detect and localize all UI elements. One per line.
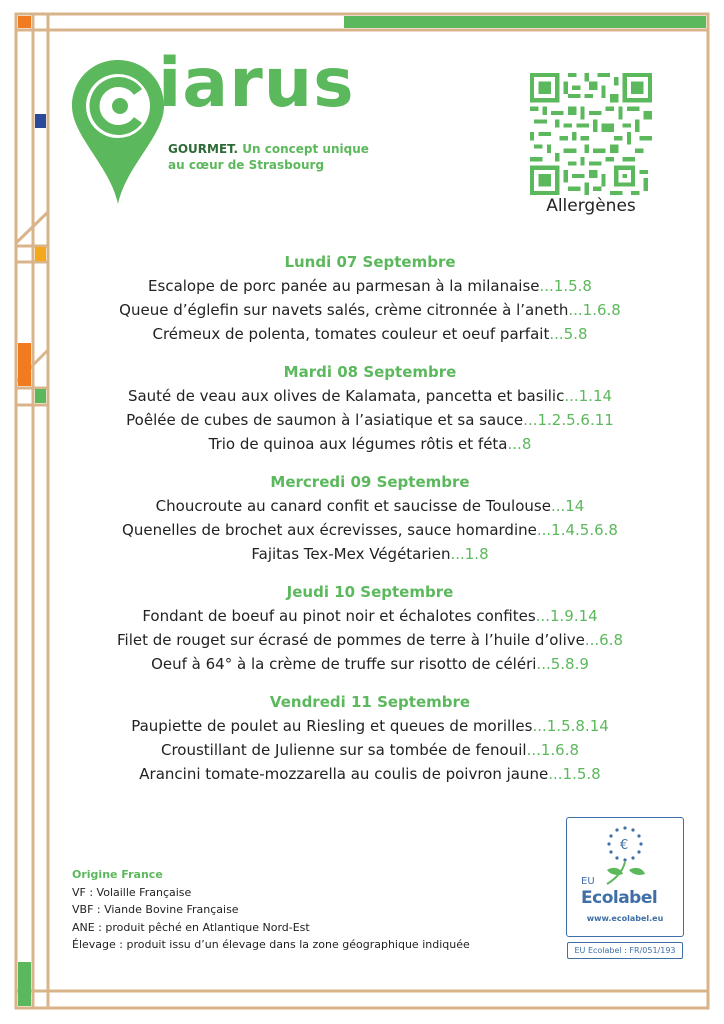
origin-line: Élevage : produit issu d’un élevage dans la zone géographique indiquée xyxy=(72,938,470,951)
orange-bar xyxy=(18,343,31,386)
ecolabel-eu: EU xyxy=(581,876,595,887)
allergen-codes: ...5.8.9 xyxy=(536,655,589,673)
origin-legend xyxy=(72,866,470,954)
day-title: Mardi 08 Septembre xyxy=(283,363,457,381)
dish xyxy=(60,652,680,676)
dish xyxy=(60,604,680,628)
allergen-codes: ...1.5.8.14 xyxy=(532,717,609,735)
dish-name: Trio de quinoa aux légumes rôtis et féta xyxy=(208,435,508,453)
allergens-label: Allergènes xyxy=(546,196,636,216)
dish-name: Queue d’églefin sur navets salés, crème citronnée à l’aneth xyxy=(119,301,569,319)
orange-square xyxy=(18,16,31,28)
yellow-square xyxy=(35,247,46,261)
dish xyxy=(60,298,680,322)
allergen-codes: ...1.8 xyxy=(450,545,489,563)
allergen-codes: ...1.5.8 xyxy=(539,277,592,295)
qr-code-icon[interactable] xyxy=(530,73,652,195)
day-friday xyxy=(60,690,680,786)
day-tuesday xyxy=(60,360,680,456)
dish-name: Paupiette de poulet au Riesling et queues de morilles xyxy=(131,717,533,735)
eu-ecolabel xyxy=(566,817,684,937)
green-bar-top xyxy=(344,16,706,28)
dish xyxy=(60,762,680,786)
weekly-menu xyxy=(60,250,680,800)
dish xyxy=(60,384,680,408)
dish xyxy=(60,714,680,738)
dish xyxy=(60,628,680,652)
allergen-codes: ...1.2.5.6.11 xyxy=(523,411,614,429)
dish-name: Fondant de boeuf au pinot noir et échalotes confites xyxy=(142,607,536,625)
dish-name: Arancini tomate-mozzarella au coulis de poivron jaune xyxy=(139,765,549,783)
allergen-codes: ...8 xyxy=(507,435,532,453)
brand-tagline-line1 xyxy=(168,142,369,156)
allergen-codes: ...5.8 xyxy=(549,325,588,343)
blue-square xyxy=(35,114,46,128)
dish xyxy=(60,408,680,432)
dish-name: Quenelles de brochet aux écrevisses, sauce homardine xyxy=(122,521,537,539)
day-title: Vendredi 11 Septembre xyxy=(269,693,471,711)
ciarus-logo xyxy=(70,44,380,208)
day-title: Lundi 07 Septembre xyxy=(284,253,456,271)
dish xyxy=(60,738,680,762)
brand-wordmark: iarus xyxy=(158,44,355,123)
allergen-codes: ...1.4.5.6.8 xyxy=(536,521,618,539)
green-square xyxy=(35,389,46,403)
origin-line: ANE : produit pêché en Atlantique Nord-Est xyxy=(72,920,310,934)
day-wednesday xyxy=(60,470,680,566)
allergen-codes: ...1.5.8 xyxy=(548,765,601,783)
dish xyxy=(60,494,680,518)
dish xyxy=(60,432,680,456)
dish-name: Poêlée de cubes de saumon à l’asiatique et sa sauce xyxy=(126,411,524,429)
map-pin-icon xyxy=(70,58,170,208)
allergen-codes: ...6.8 xyxy=(584,631,624,649)
allergen-codes: ...1.9.14 xyxy=(535,607,598,625)
ecolabel-registration: EU Ecolabel : FR/051/193 xyxy=(567,942,683,959)
day-thursday xyxy=(60,580,680,676)
dish xyxy=(60,322,680,346)
dish xyxy=(60,518,680,542)
dish-name: Filet de rouget sur écrasé de pommes de terre à l’huile d’olive xyxy=(116,631,585,649)
dish-name: Sauté de veau aux olives de Kalamata, pancetta et basilic xyxy=(127,387,565,405)
allergen-codes: ...1.6.8 xyxy=(568,301,621,319)
brand-tagline-line2: au cœur de Strasbourg xyxy=(168,158,325,172)
dish-name: Crémeux de polenta, tomates couleur et oeuf parfait xyxy=(152,325,550,343)
svg-text:€: € xyxy=(620,838,629,853)
dish-name: Oeuf à 64° à la crème de truffe sur risotto de céléri xyxy=(151,655,537,673)
origin-title: Origine France xyxy=(72,868,163,881)
day-title: Jeudi 10 Septembre xyxy=(286,583,454,601)
ecolabel-url[interactable]: www.ecolabel.eu xyxy=(586,914,664,923)
dish xyxy=(60,274,680,298)
origin-line: VF : Volaille Française xyxy=(72,885,192,899)
day-title: Mercredi 09 Septembre xyxy=(270,473,470,491)
day-monday xyxy=(60,250,680,346)
dish-name: Croustillant de Julienne sur sa tombée de fenouil xyxy=(160,741,527,759)
green-bar-bottom xyxy=(18,962,31,1006)
ecolabel-name: Ecolabel xyxy=(581,888,658,908)
dish xyxy=(60,542,680,566)
dish-name: Fajitas Tex-Mex Végétarien xyxy=(251,545,451,563)
origin-line: VBF : Viande Bovine Française xyxy=(72,903,239,916)
allergen-codes: ...1.14 xyxy=(564,387,613,405)
brand-tagline-text: Un concept unique xyxy=(242,142,369,156)
allergen-codes: ...1.6.8 xyxy=(526,741,580,759)
dish-name: Choucroute au canard confit et saucisse de Toulouse xyxy=(155,497,551,515)
dish-name: Escalope de porc panée au parmesan à la milanaise xyxy=(148,277,540,295)
allergen-codes: ...14 xyxy=(550,497,585,515)
brand-gourmet: GOURMET. xyxy=(168,142,239,156)
